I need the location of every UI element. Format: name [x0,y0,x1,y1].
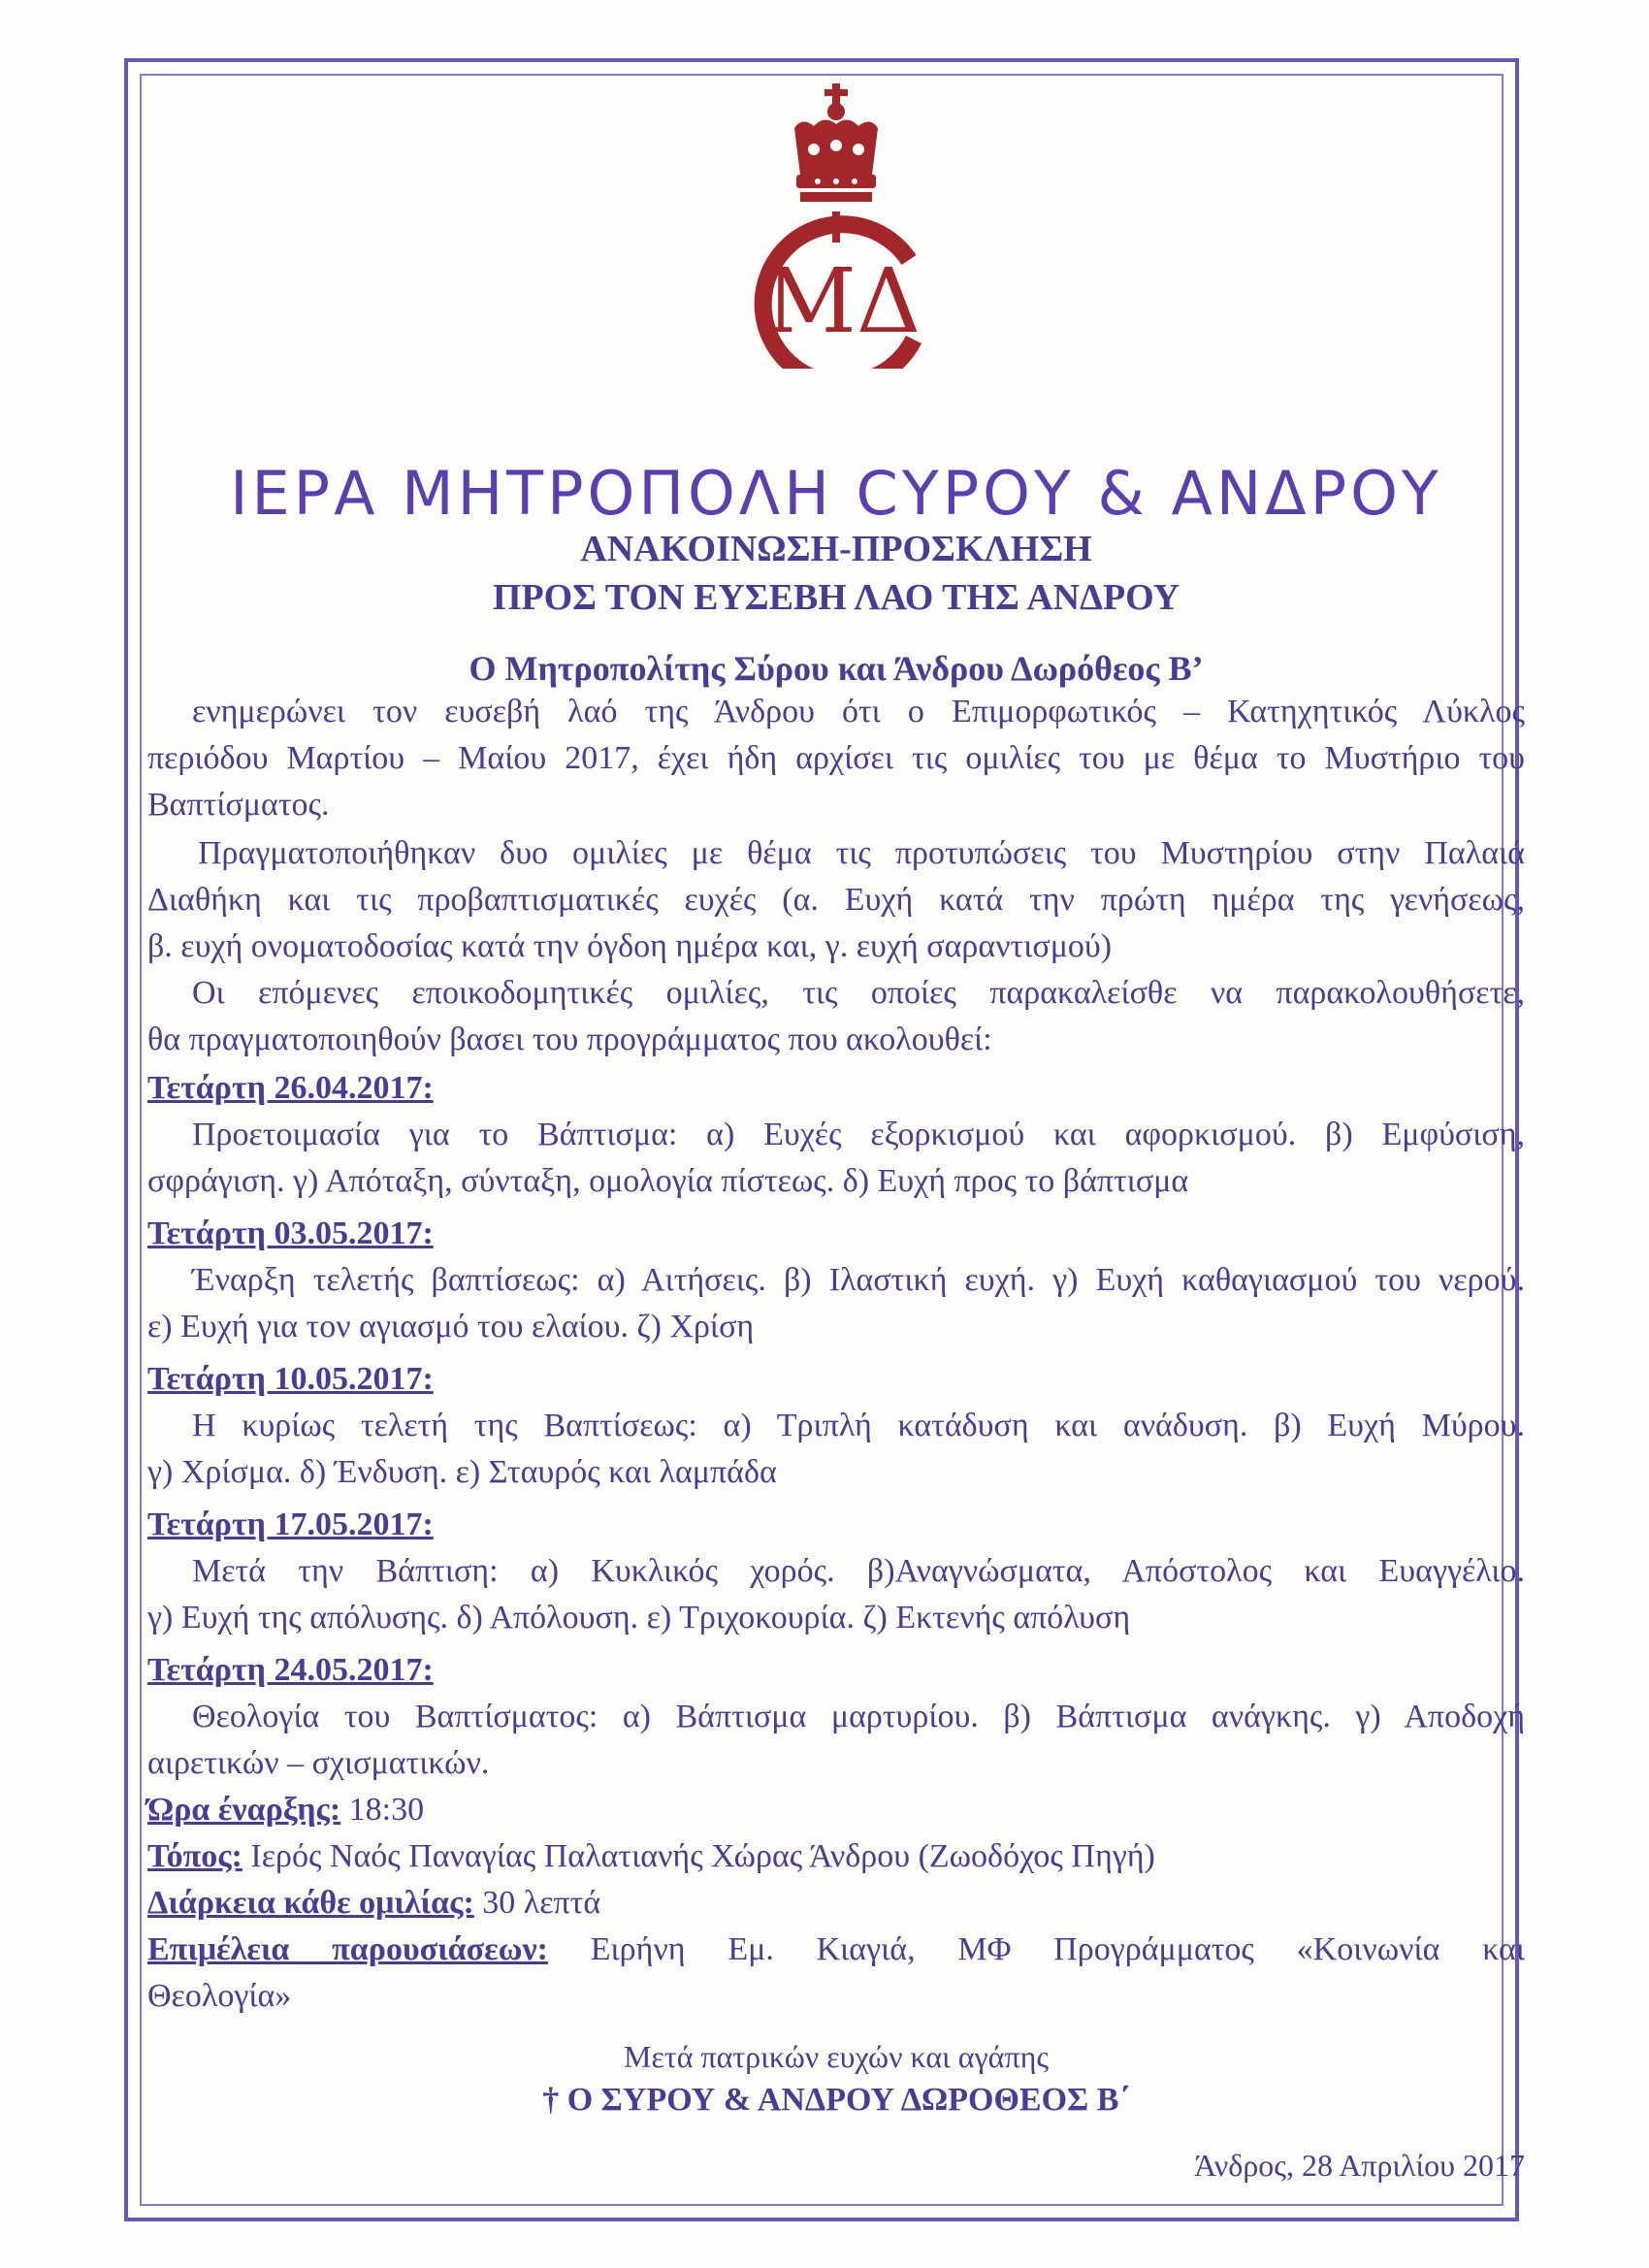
emblem [147,78,1525,369]
schedule-item: Τετάρτη 24.05.2017: Θεολογία του Βαπτίσματος: α) Βάπτισμα μαρτυρίου. β) Βάπτισμα ανάγκης. γ) Αποδοχή αιρετικών – σχισματικών. [147,1647,1525,1787]
past-talks-paragraph: Πραγματοποιήθηκαν δυο ομιλίες με θέμα τις προτυπώσεις του Μυστηρίου στην Παλαιά Διαθήκη και τις προβαπτισματικές ευχές (α. Ευχή κατά την πρώτη ημέρα της γενήσεως, β. ευχή ονοματοδοσίας κατά την όγδοη ημέρα και, γ. ευχή σαραντισμού) [147,835,1525,964]
announcement-title: ΑΝΑΚΟΙΝΩΣΗ-ΠΡΟΣΚΛΗΣΗ [580,529,1092,569]
schedule-date: Τετάρτη 03.05.2017: [147,1215,434,1251]
schedule-item: Τετάρτη 26.04.2017: Προετοιμασία για το Βάπτισμα: α) Ευχές εξορκισμού και αφορκισμού. β) Εμφύσιση, σφράγιση. γ) Απόταξη, σύνταξη, ομολογία πίστεως. δ) Ευχή προς το βάπτισμα [147,1065,1525,1205]
start-time: Ώρα έναρξης: 18:30 [147,1792,425,1828]
crown-cross-monogram-icon [725,78,948,369]
schedule-item: Τετάρτη 17.05.2017: Μετά την Βάπτιση: α) Κυκλικός χορός. β)Αναγνώσματα, Απόστολος και Ευαγγέλιο. γ) Ευχή της απόλυσης. δ) Απόλουση. ε) Τριχοκουρία. ζ) Εκτενής απόλυση [147,1502,1525,1641]
duration: Διάρκεια κάθε ομιλίας: 30 λεπτά [147,1885,601,1921]
announcement-subtitle: ΠΡΟΣ ΤΟΝ ΕΥΣΕΒΗ ΛΑΟ ΤΗΣ ΑΝΔΡΟΥ [492,577,1180,618]
svg-text:ΜΔ: ΜΔ [764,249,922,353]
organization-title: ΙΕΡΑ ΜΗΤΡΟΠΟΛΗ CΥΡΟΥ & ΑΝΔΡΟΥ [230,458,1442,529]
schedule-date: Τετάρτη 24.05.2017: [147,1652,434,1688]
schedule-item: Τετάρτη 10.05.2017: Η κυρίως τελετή της Βαπτίσεως: α) Τριπλή κατάδυση και ανάδυση. β) Ευχή Μύρου. γ) Χρίσμα. δ) Ένδυση. ε) Σταυρός και λαμπάδα [147,1356,1525,1496]
schedule-date: Τετάρτη 17.05.2017: [147,1507,434,1542]
schedule-date: Τετάρτη 26.04.2017: [147,1070,434,1106]
sender: Ο Μητροπολίτης Σύρου και Άνδρου Δωρόθεος Β’ [469,649,1204,688]
place-date: Άνδρος, 28 Απριλίου 2017 [1194,2148,1525,2183]
schedule-item: Τετάρτη 03.05.2017: Έναρξη τελετής βαπτίσεως: α) Αιτήσεις. β) Ιλαστική ευχή. γ) Ευχή καθαγιασμού του νερού. ε) Ευχή για τον αγιασμό του ελαίου. ζ) Χρίση [147,1211,1525,1350]
upcoming-paragraph: Οι επόμενες εποικοδομητικές ομιλίες, τις οποίες παρακαλείσθε να παρακολουθήσετε, θα πραγματοποιηθούν βασει του προγράμματος που ακολουθεί: [147,975,1525,1057]
intro-paragraph: ενημερώνει τον ευσεβή λαό της Άνδρου ότι ο Επιμορφωτικός – Κατηχητικός Λύκλος περιόδου Μαρτίου – Μαίου 2017, έχει ήδη αρχίσει τις ομιλίες του με θέμα το Μυστήριο του Βαπτίσματος. [147,694,1525,823]
schedule-date: Τετάρτη 10.05.2017: [147,1361,434,1397]
document-body [147,78,1525,2183]
signature: † Ο ΣΥΡΟΥ & ΑΝΔΡΟΥ ΔΩΡΟΘΕΟΣ Β΄ [542,2082,1130,2118]
venue: Τόπος: Ιερός Ναός Παναγίας Παλατιανής Χώρας Άνδρου (Ζωοδόχος Πηγή) [147,1838,1155,1874]
curator: Επιμέλεια παρουσιάσεων: Ειρήνη Εμ. Κιαγιά, ΜΦ Προγράμματος «Κοινωνία και Θεολογία» [147,1931,1525,2014]
closing-text: Μετά πατρικών ευχών και αγάπης [623,2039,1049,2074]
